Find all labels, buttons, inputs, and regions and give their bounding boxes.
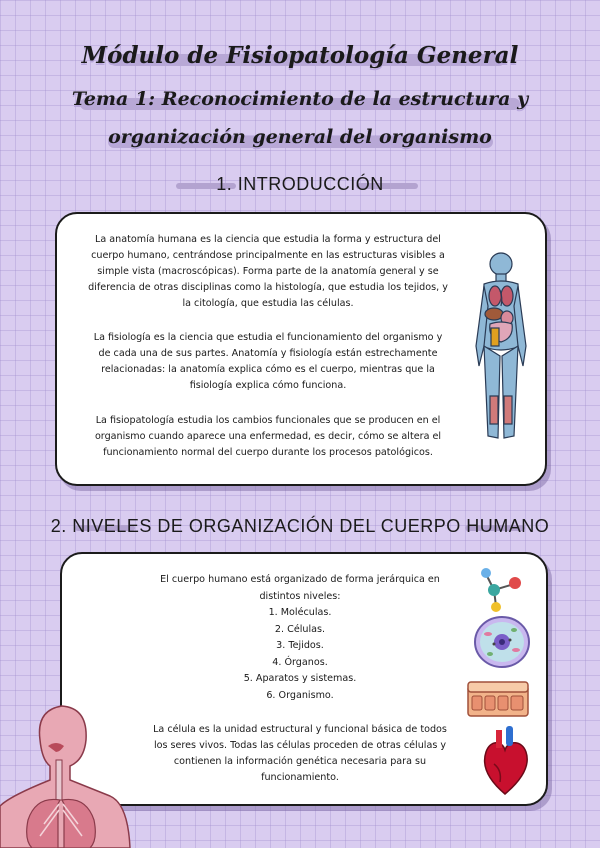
- paragraph-anatomy: [62, 232, 474, 312]
- level-item: 1. Moléculas.: [268, 607, 332, 618]
- text-line: La fisiopatología estudia los cambios funcionales que se producen en el: [95, 415, 441, 426]
- levels-list: [130, 572, 470, 704]
- section1-heading: [0, 174, 600, 195]
- text-line: La anatomía humana es la ciencia que estudia la forma y estructura del: [95, 234, 441, 245]
- page-subtitle-line-1: Tema 1: Reconocimiento de la estructura y: [71, 88, 529, 110]
- text-line: La célula es la unidad estructural y funcional básica de todos: [153, 724, 447, 735]
- page-title: Módulo de Fisiopatología General: [81, 42, 519, 69]
- intro-line: distintos niveles:: [259, 590, 341, 602]
- molecule-icon: [478, 564, 526, 614]
- text-line: funcionamiento.: [261, 772, 339, 783]
- paragraph-physiology: [62, 330, 474, 394]
- text-line: cuerpo humano, centrándose principalmente en las estructuras visibles a: [91, 250, 445, 261]
- text-line: contienen la información genética necesaria para su: [173, 756, 427, 767]
- level-item: 6. Organismo.: [266, 689, 334, 701]
- heart-icon: [478, 726, 532, 796]
- text-line: los seres vivos. Todas las células proceden de otras células y: [153, 740, 447, 751]
- text-line: de cada una de sus partes. Anatomía y fisiología están estrechamente: [98, 348, 438, 359]
- section2-heading-text: 2. NIVELES DE ORGANIZACIÓN DEL CUERPO HUMANO: [50, 516, 550, 536]
- human-anatomy-icon: [470, 246, 532, 446]
- text-line: La fisiología es la ciencia que estudia el funcionamiento del organismo y: [93, 332, 443, 343]
- text-line: simple vista (macroscópicas). Forma parte de la anatomía general y se: [97, 266, 439, 277]
- text-line: relacionadas: la anatomía explica cómo es el cuerpo, mientras que la: [101, 364, 435, 375]
- respiratory-system-icon: [0, 700, 135, 848]
- level-item: 3. Tejidos.: [276, 640, 324, 651]
- level-item: 4. Órganos.: [272, 656, 328, 668]
- level-item: 5. Aparatos y sistemas.: [243, 673, 357, 684]
- intro-line: El cuerpo humano está organizado de forma jerárquica en: [160, 574, 440, 585]
- text-line: diferencia de otras disciplinas como la histología, que estudia los tejidos, y: [88, 282, 448, 293]
- page-subtitle-line-2: organización general del organismo: [108, 126, 492, 148]
- section2-heading: [0, 516, 600, 537]
- section1-heading-text: 1. INTRODUCCIÓN: [216, 174, 384, 194]
- paragraph-cell: [130, 722, 470, 786]
- paragraph-pathophysiology: [62, 413, 474, 461]
- text-line: organismo cuando aparece una enfermedad, es decir, cómo se altera el: [94, 431, 442, 442]
- level-item: 2. Células.: [274, 623, 326, 635]
- text-line: funcionamiento normal del cuerpo durante los procesos patológicos.: [103, 447, 433, 458]
- text-line: fisiología explica cómo funciona.: [189, 380, 347, 391]
- cell-icon: [472, 614, 532, 670]
- text-line: la citología, que estudia las células.: [182, 298, 354, 309]
- tissue-icon: [466, 678, 530, 722]
